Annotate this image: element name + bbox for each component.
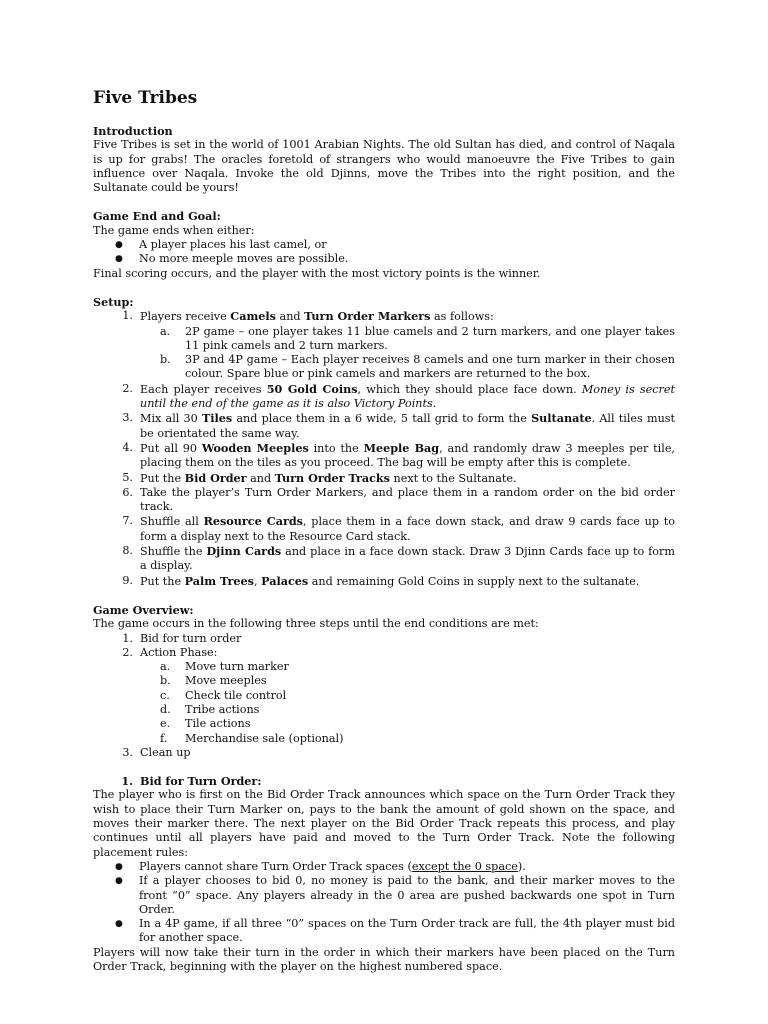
list-item: ● If a player chooses to bid 0, no money is paid to the bank, and their marker moves to the front “0” space. Any players already in the 0 area are pushed backwards one spot in Turn Order. bbox=[115, 874, 675, 916]
overview-list bbox=[93, 632, 675, 661]
list-item: c. Check tile control bbox=[160, 688, 287, 702]
list-item: ● Players cannot share Turn Order Track spaces (except the 0 space). bbox=[115, 859, 526, 873]
setup-list bbox=[93, 309, 675, 324]
game-end-intro: The game ends when either: bbox=[93, 223, 255, 237]
introduction-heading: Introduction bbox=[93, 124, 173, 138]
setup-step-1: 1. Players receive Camels and Turn Order Markers as follows: bbox=[122, 309, 494, 324]
setup-step-7: 7. Shuffle all Resource Cards, place them in a face down stack, and draw 9 cards face up to form a display next to the Resource Card stack. bbox=[122, 514, 676, 543]
setup-list-cont bbox=[93, 382, 675, 589]
list-item: a. Move turn marker bbox=[160, 660, 289, 674]
setup-substeps bbox=[138, 325, 675, 382]
list-item: ● A player places his last camel, or bbox=[115, 238, 327, 252]
list-item: ● In a 4P game, if all three “0” spaces on the Turn Order track are full, the 4th player must bid for another space. bbox=[115, 917, 675, 945]
overview-list-cont bbox=[93, 746, 675, 760]
setup-step-5: 5. Put the Bid Order and Turn Order Tracks next to the Sultanate. bbox=[122, 470, 517, 485]
setup-heading: Setup: bbox=[93, 294, 134, 309]
list-item: 1. Bid for turn order bbox=[122, 631, 242, 645]
list-item: 2. Action Phase: bbox=[122, 645, 218, 659]
setup-step-3: 3. Mix all 30 Tiles and place them in a 6 wide, 5 tall grid to form the Sultanate. All tiles must be orientated the same way. bbox=[122, 411, 676, 440]
bullet-icon: ● bbox=[115, 254, 123, 265]
bullet-icon: ● bbox=[115, 240, 123, 251]
bullet-icon: ● bbox=[115, 919, 123, 930]
bid-rules-list bbox=[93, 860, 675, 946]
game-end-after: Final scoring occurs, and the player with the most victory points is the winner. bbox=[93, 266, 541, 280]
list-item: a. 2P game – one player takes 11 blue camels and 2 turn markers, and one player takes 11 pink camels and 2 turn markers. bbox=[160, 324, 675, 352]
overview-intro: The game occurs in the following three steps until the end conditions are met: bbox=[93, 617, 539, 631]
bid-after: Players will now take their turn in the order in which their markers have been placed on the Turn Order Track, beginning with the player on the highest numbered space. bbox=[93, 945, 675, 974]
bid-heading: 1. Bid for Turn Order: bbox=[121, 774, 262, 789]
setup-step-9: 9. Put the Palm Trees, Palaces and remaining Gold Coins in supply next to the sultanate. bbox=[122, 573, 640, 588]
list-item: b. Move meeples bbox=[160, 674, 267, 688]
bullet-icon: ● bbox=[115, 876, 123, 887]
document-page bbox=[93, 86, 675, 974]
list-item: 3. Clean up bbox=[122, 745, 191, 759]
game-end-heading: Game End and Goal: bbox=[93, 209, 221, 224]
introduction-text: Five Tribes is set in the world of 1001 Arabian Nights. The old Sultan has died, and control of Naqala is up for grabs! The oracles foretold of strangers who would manoeuvre the Five Tribes to gain influence over Naqala. Invoke the old Djinns, move the Tribes into the right position, and the Sultanate could be yours! bbox=[93, 138, 675, 195]
list-item: d. Tribe actions bbox=[160, 702, 260, 716]
document-title: Five Tribes bbox=[93, 88, 198, 108]
bid-text: The player who is first on the Bid Order Track announces which space on the Turn Order Track they wish to place their Turn Marker on, pays to the bank the amount of gold shown on the space, and moves their marker there. The next player on the Bid Order Track repeats this process, and play continues until all players have paid and moved to the Turn Order Track. Note the following placement rules: bbox=[93, 788, 675, 859]
setup-step-4: 4. Put all 90 Wooden Meeples into the Meeple Bag, and randomly draw 3 meeples per tile, placing them on the tiles as you proceed. The bag will be empty after this is complete. bbox=[122, 440, 675, 470]
setup-step-2: 2. Each player receives 50 Gold Coins, which they should place face down. Money is secret until the end of the game as it is also Victory Points. bbox=[122, 381, 675, 411]
action-phase-list bbox=[138, 660, 675, 746]
list-item: b. 3P and 4P game – Each player receives 8 camels and one turn marker in their chosen colour. Spare blue or pink camels and markers are returned to the box. bbox=[160, 353, 675, 381]
setup-step-6: 6. Take the player’s Turn Order Markers, and place them in a random order on the bid order track. bbox=[122, 485, 675, 514]
setup-step-8: 8. Shuffle the Djinn Cards and place in a face down stack. Draw 3 Djinn Cards face up to form a display. bbox=[122, 544, 675, 573]
bullet-icon: ● bbox=[115, 861, 123, 872]
list-item: e. Tile actions bbox=[160, 717, 251, 731]
overview-heading: Game Overview: bbox=[93, 602, 194, 617]
list-item: f. Merchandise sale (optional) bbox=[160, 731, 344, 745]
list-item: ● No more meeple moves are possible. bbox=[115, 252, 349, 266]
game-end-list bbox=[93, 238, 675, 267]
